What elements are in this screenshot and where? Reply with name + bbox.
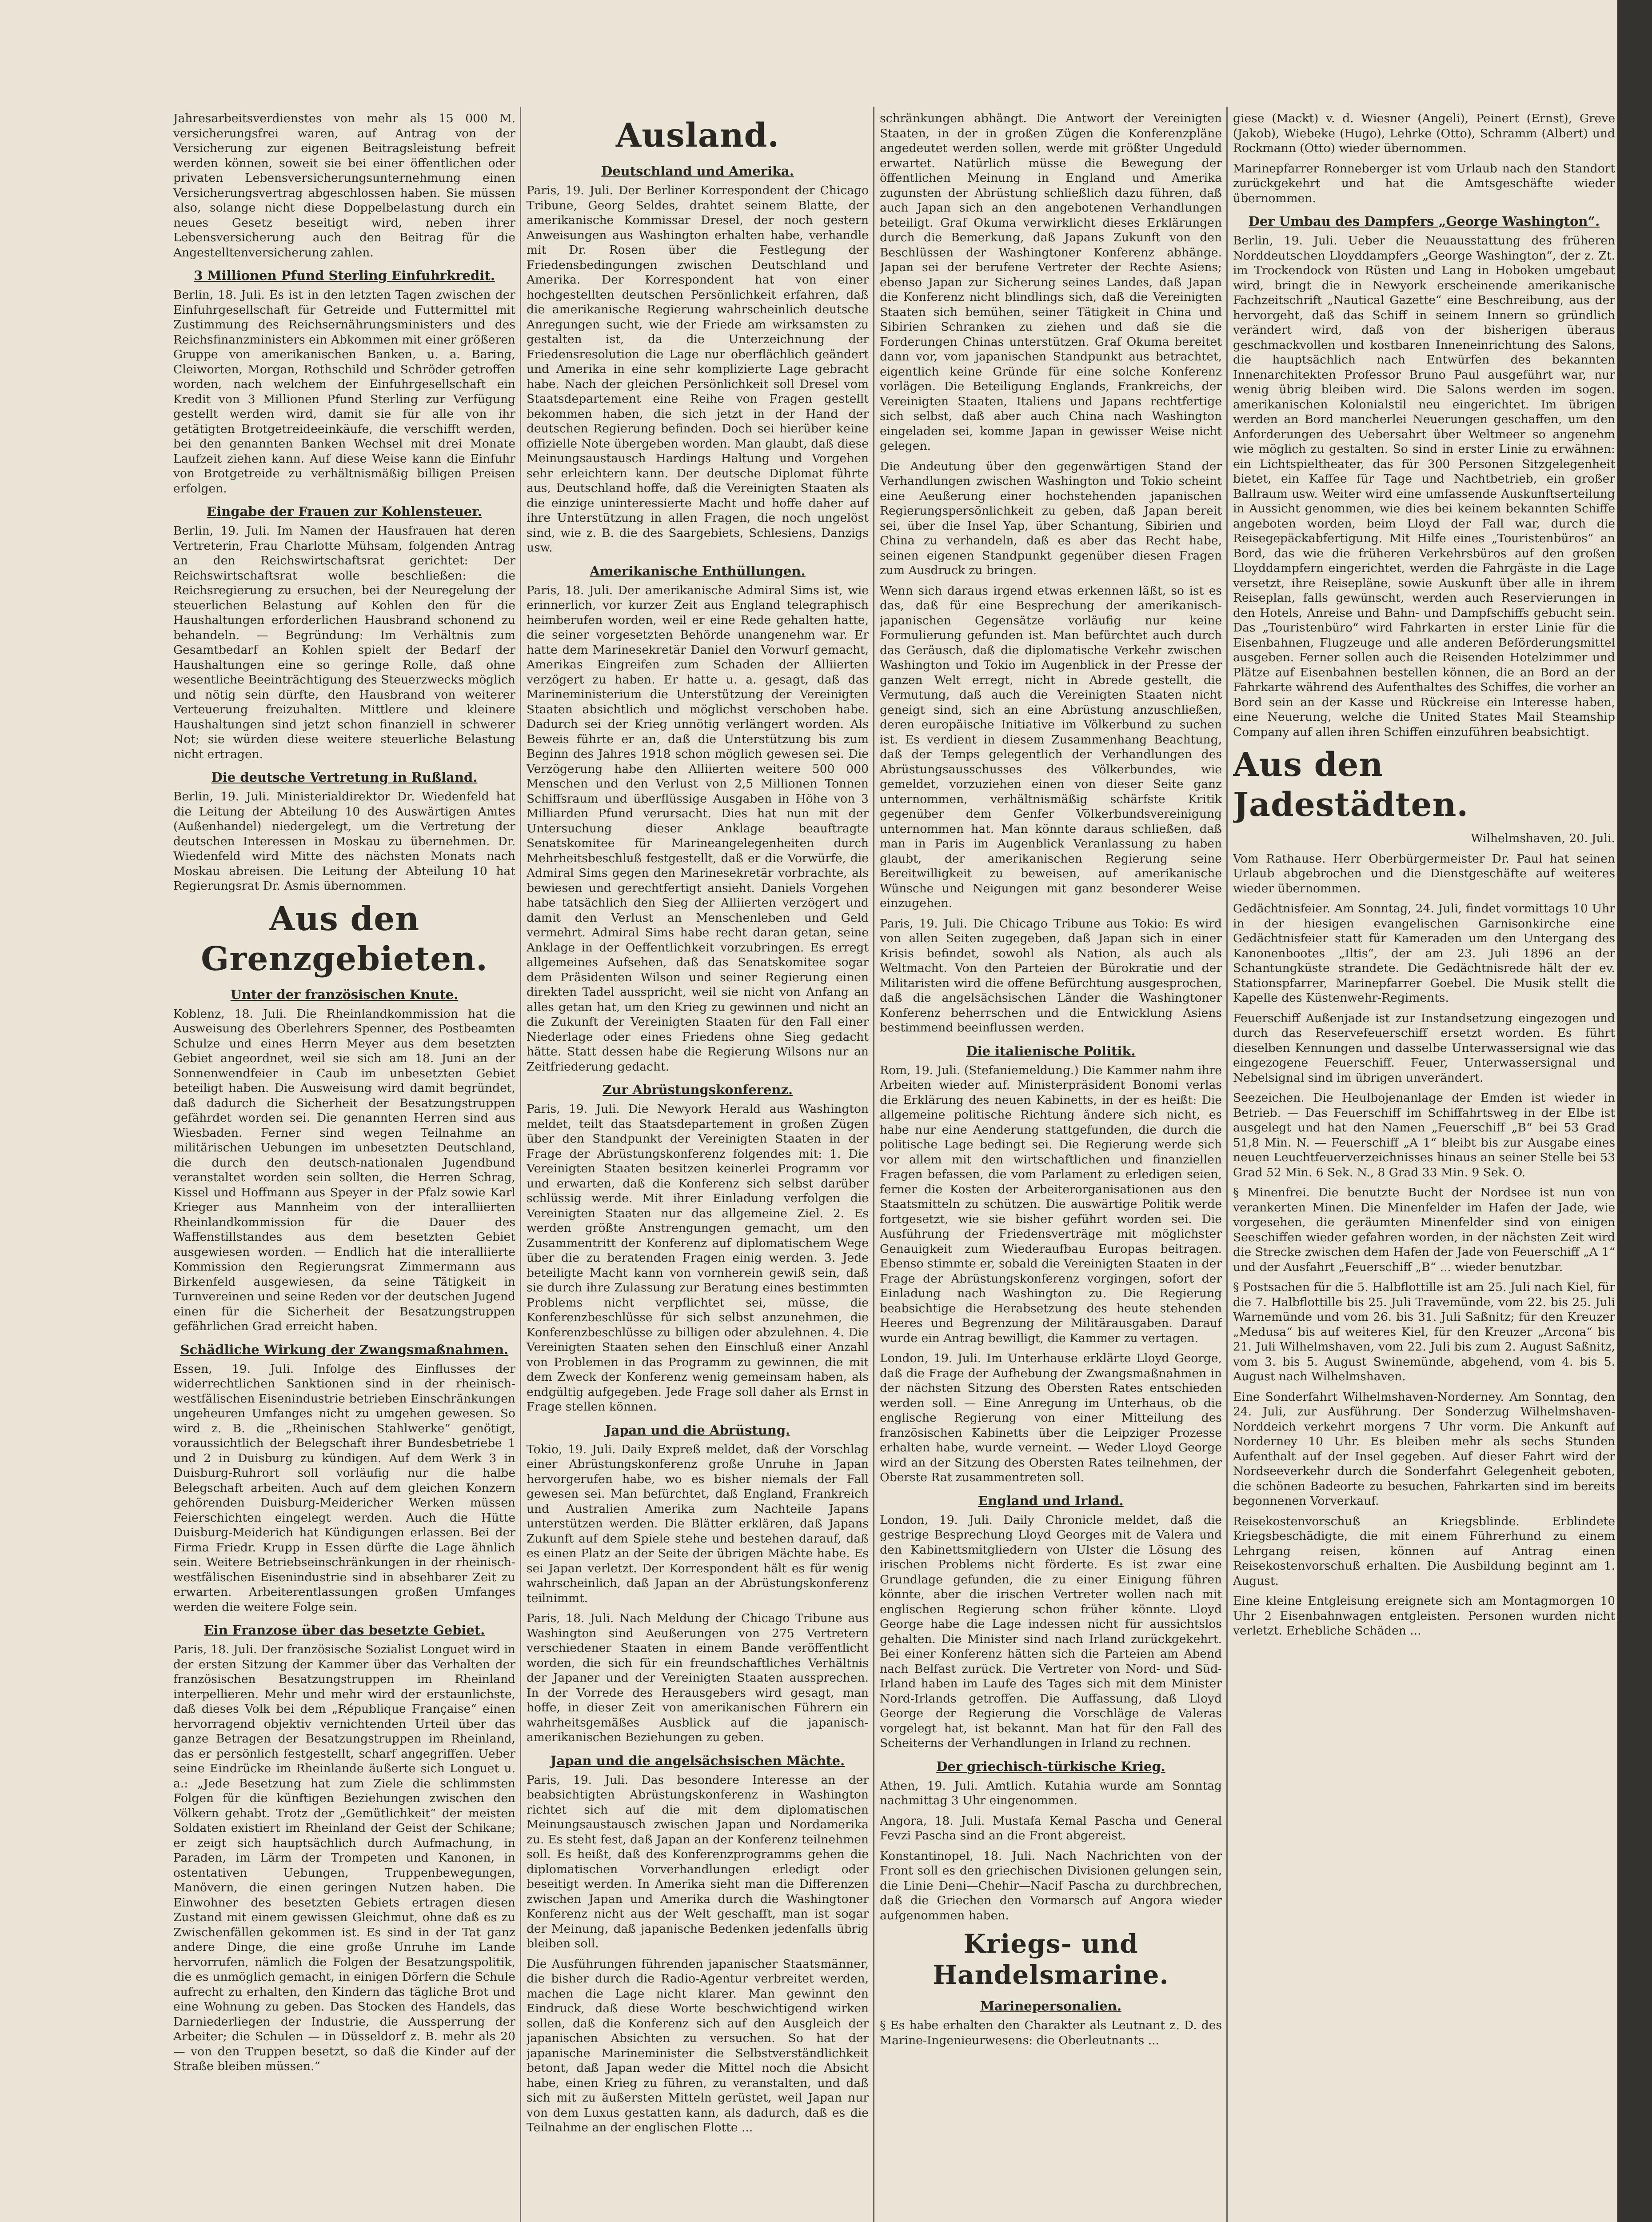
article-text: Marinepfarrer Ronneberger ist vom Urlaub nach den Standort zurückgekehrt und hat die Amtsgeschäfte wieder übernommen. [1233, 161, 1615, 205]
article-text: § Es habe erhalten den Charakter als Leutnant z. D. des Marine-Ingenieurwesens: die Oberleutnants ... [880, 2018, 1222, 2047]
article-heading: Deutschland und Amerika. [601, 164, 794, 179]
article-text: Eine Sonderfahrt Wilhelmshaven-Norderney. Am Sonntag, den 24. Juli, zur Ausführung. Der Sonderzug Wilhelmshaven-Norddeich verkehrt morgens 7 Uhr vorm. Die Ankunft auf Norderney 10 Uhr. Es bleiben mehr als sechs Stunden Aufenthalt auf der Insel gegeben. Auf dieser Fahrt wird der Nordseeverkehr durch die Sonderfahrt Gelegenheit geboten, die schönen Badeorte zu besuchen, Fahrkarten sind im bereits begonnenen Vorverkauf. [1233, 1390, 1615, 1508]
column-4 [1233, 111, 1615, 1644]
article-text: Paris, 19. Juli. Das besondere Interesse an der beabsichtigten Abrüstungskonferenz in Washington richtet sich auf die mit dem diplomatischen Meinungsaustausch zwischen Japan und Nordamerika zu. Es steht fest, daß Japan an der Konferenz teilnehmen soll. Es heißt, daß des Konferenzprogramms gehen die diplomatischen Vorverhandlungen erledigt oder beseitigt werden. In Amerika sieht man die Differenzen zwischen Japan und Amerika durch die Washingtoner Konferenz nicht aus der Welt geschafft, man ist sogar der Meinung, daß japanische Bedenken jedenfalls übrig bleiben soll. [527, 1773, 869, 1950]
article-heading: Japan und die Abrüstung. [605, 1422, 790, 1438]
article-heading: Unter der französischen Knute. [230, 987, 459, 1002]
article-heading: Ein Franzose über das besetzte Gebiet. [204, 1623, 485, 1638]
section-title: Aus den Jadestädten. [1233, 746, 1469, 824]
article-heading: 3 Millionen Pfund Sterling Einfuhrkredit. [194, 268, 495, 283]
article-text: Gedächtnisfeier. Am Sonntag, 24. Juli, findet vormittags 10 Uhr in der hiesigen evangelischen Garnisonkirche eine Gedächtnisfeier statt für Kameraden um den Untergang des Kanonenbootes „Iltis“, der am 23. Juli 1896 an der Schantungküste strandete. Die Gedächtnisrede hält der ev. Stationspfarrer, Marinepfarrer Goebel. Die Musik stellt die Kapelle des Küstenwehr-Regiments. [1233, 902, 1615, 1005]
column-2 [527, 111, 869, 2141]
article-heading: Der Umbau des Dampfers „George Washington“. [1248, 214, 1600, 229]
article-text: Berlin, 19. Juli. Ministerialdirektor Dr. Wiedenfeld hat die Leitung der Abteilung 10 des Auswärtigen Amtes (Außenhandel) niedergelegt, um die Vertretung der deutschen Interessen in Moskau zu übernehmen. Dr. Wiedenfeld wird Mitte des nächsten Monats nach Moskau abreisen. Die Leitung der Abteilung 10 hat Regierungsrat Dr. Asmis übernommen. [173, 790, 515, 893]
article-text: Die Ausführungen führenden japanischer Staatsmänner, die bisher durch die Radio-Agentur verbreitet werden, machen die Lage nicht klarer. Man gewinnt den Eindruck, daß diese Worte beschwichtigend wirken sollen, daß die Konferenz sich auf den Ausgleich der japanischen Absichten zu versuchen. So hat der japanische Marineminister die Selbstverständlichkeit betont, daß Japan weder die Mittel noch die Absicht habe, einen Krieg zu führen, zu veranstalten, und daß sich mit zu äußersten Mitteln gerüstet, weil Japan nur von dem Luxus gestatten kann, als dadurch, daß es die Teilnahme an der englischen Flotte ... [527, 1957, 869, 2134]
article-text: Reisekostenvorschuß an Kriegsblinde. Erblindete Kriegsbeschädigte, die mit einem Führerhund zu einem Lehrgang reisen, können auf Antrag einen Reisekostenvorschuß erhalten. Die Ausbildung beginnt am 1. August. [1233, 1514, 1615, 1588]
article-text: Tokio, 19. Juli. Daily Expreß meldet, daß der Vorschlag einer Abrüstungskonferenz große Unruhe in Japan hervorgerufen habe, wo es bisher niemals der Fall gewesen sei. Man befürchtet, daß England, Frankreich und Australien Amerika zum Nachteile Japans unterstützen werden. Die Blätter erklären, daß Japans Zukunft auf dem Spiele stehe und bestehen darauf, daß es einen Platz an der Seite der übrigen Mächte habe. Es sei Japan verletzt. Der Korrespondent hält es für wenig wahrscheinlich, daß Japan an der Abrüstungskonferenz teilnimmt. [527, 1442, 869, 1605]
article-heading: Der griechisch-türkische Krieg. [936, 1758, 1165, 1774]
article-text: Wenn sich daraus irgend etwas erkennen läßt, so ist es das, daß für eine Besprechung der amerikanisch-japanischen Gegensätze vorläufig nur keine Formulierung gefunden ist. Man befürchtet auch durch das Geräusch, daß die diplomatische Verkehr zwischen Washington und Tokio im Augenblick in der Presse der ganzen Welt erregt, nicht in Abrede gestellt, die Vermutung, daß auch die Vereinigten Staaten nicht geneigt sind, sich an eine Abrüstung anzuschließen, deren europäische Initiative im Völkerbund zu suchen ist. Es verdient in diesem Zusammenhang Beachtung, daß der Temps gelegentlich der Verhandlungen des Abrüstungsausschusses des Völkerbundes, wie gemeldet, vorzuziehen einen von dieser Seite ganz unternommen, verhältnismäßig schärfste Kritik gegenüber dem Genfer Völkerbundsvereinigung unternommen hat. Man könnte daraus schließen, daß man in Paris im Augenblick Veranlassung zu haben glaubt, der amerikanischen Regierung seine Bereitwilligkeit zu beweisen, auf amerikanische Wünsche und Neigungen mit ganz besonderer Weise einzugehen. [880, 583, 1222, 910]
article-text: Paris, 19. Juli. Der Berliner Korrespondent der Chicago Tribune, Georg Seldes, drahtet seinem Blatte, der amerikanische Kommissar Dresel, der noch gestern Anweisungen aus Washington erhalten habe, verhandle mit Dr. Rosen über die Festlegung der Friedensbedingungen zwischen Deutschland und Amerika. Der Korrespondent hat von einer hochgestellten deutschen Persönlichkeit erfahren, daß die amerikanische Regierung wahrscheinlich deutsche Anregungen sucht, wie der Friede am wirksamsten zu gestalten ist, da die Unterzeichnung der Friedensresolution die Lage nur oberflächlich geändert und Amerika in eine sehr komplizierte Lage gebracht habe. Nach der gleichen Persönlichkeit soll Dresel vom Staatsdepartement eine Reihe von Fragen gestellt bekommen haben, die sich jetzt in der Hand der deutschen Regierung befinden. Doch sei hierüber keine offizielle Note übergeben worden. Man glaubt, daß diese Meinungsaustausch Hardings Haltung und Vorgehen sehr erleichtern kann. Der deutsche Diplomat führte aus, Deutschland hoffe, daß die Vereinigten Staaten als die einzige uninteressierte Macht und hoffe daher auf ihre Unterstützung in allen Fragen, die noch ungelöst sind, wie z. B. die des Saargebiets, Schlesiens, Danzigs usw. [527, 184, 869, 555]
article-text: Jahresarbeitsverdienstes von mehr als 15 000 M. versicherungsfrei waren, auf Antrag von der Versicherung zur eigenen Beitragsleistung befreit werden können, soweit sie bei einer öffentlichen oder privaten Lebensversicherungsunternehmung einen Versicherungsvertrag abgeschlossen haben. Sie müssen also, solange nicht diese Doppelbelastung durch ein neues Gesetz beseitigt wird, neben ihrer Lebensversicherung auch den Beitrag für die Angestelltenversicherung zahlen. [173, 112, 515, 260]
article-text: Paris, 18. Juli. Nach Meldung der Chicago Tribune aus Washington sind Aeußerungen von 275 Vertretern verschiedener Staaten in einem Bande veröffentlicht worden, die sich für ein freundschaftliches Verhältnis der Japaner und der Vereinigten Staaten aussprechen. In der Vorrede des Herausgebers wird gesagt, man hoffe, in dieser Zeit von amerikanischen Führern ein wahrheitsgemäßes Ausblick auf die japanisch-amerikanischen Beziehungen zu geben. [527, 1611, 869, 1744]
article-text: London, 19. Juli. Im Unterhause erklärte Lloyd George, daß die Frage der Aufhebung der Zwangsmaßnahmen in der nächsten Sitzung des Obersten Rates entschieden werden soll. — Eine Anregung im Unterhaus, ob die englische Regierung von einer Mitteilung des französischen Kabinetts über die Leipziger Prozesse erhalten habe, wurde verneint. — Weder Lloyd George wird an der Sitzung des Obersten Rates teilnehmen, der Oberste Rat zusammentreten soll. [880, 1351, 1222, 1484]
article-heading: Marinepersonalien. [980, 1998, 1121, 2014]
article-text: schränkungen abhängt. Die Antwort der Vereinigten Staaten, in der in großen Zügen die Konferenzpläne angedeutet werden sollen, werde mit größter Ungeduld erwartet. Natürlich müsse die Bewegung der öffentlichen Meinung in England und Amerika zugunsten der Abrüstung schließlich dazu führen, daß auch Japan sich an den angebotenen Verhandlungen beteiligt. Graf Okuma verwirklicht dieses Erklärungen durch die Bemerkung, daß Japans Zukunft von den Beschlüssen der Washingtoner Konferenz abhänge. Japan sei der berufene Vertreter der Rechte Asiens; ebenso Japan zur Sicherung seines Landes, daß Japan die Konferenz nicht blindlings sich, daß die Vereinigten Staaten sich bemühen, seiner Tätigkeit in China und Sibirien Schranken zu ziehen und daß sie die Forderungen Chinas unterstützen. Graf Okuma bereitet dann vor, vom japanischen Standpunkt aus betrachtet, eigentlich keine Gründe für eine solche Konferenz vorlägen. Die Beteiligung Englands, Frankreichs, der Vereinigten Staaten, Italiens und Japans rechtfertige sich selbst, daß aber auch China nach Washington eingeladen sei, komme Japan in gewisser Weise nicht gelegen. [880, 112, 1222, 453]
article-text: Berlin, 19. Juli. Im Namen der Hausfrauen hat deren Vertreterin, Frau Charlotte Mühsam, folgenden Antrag an den Reichswirtschaftsrat gerichtet: Der Reichswirtschaftsrat wolle beschließen: die Reichsregierung zu ersuchen, bei der Neuregelung der steuerlichen Belastung auf Kohlen den für die Haushaltungen erforderlichen Hausbrand schonend zu behandeln. — Begründung: Im Verhältnis zum Gesamtbedarf an Kohlen spielt der Bedarf der Haushaltungen eine so geringe Rolle, daß ohne wesentliche Beeinträchtigung des Steuerzwecks möglich und nötig sein dürfte, den Hausbrand von weiterer Verteuerung freizuhalten. Mittlere und kleinere Haushaltungen sind jetzt schon finanziell in schwerer Not; sie würden diese weitere steuerliche Belastung nicht ertragen. [173, 524, 515, 761]
article-text: London, 19. Juli. Daily Chronicle meldet, daß die gestrige Besprechung Lloyd Georges mit de Valera und den Kabinettsmitgliedern von Ulster die Lösung des irischen Problems nicht förderte. Es ist zwar eine Grundlage gefunden, die zu einer Einigung führen könnte, aber die irischen Vertreter wollen nach mit englischen Regierung schon früher könnte. Lloyd George habe die Lage indessen nicht für aussichtslos gehalten. Die Minister sind nach Irland zurückgekehrt. Bei einer Konferenz hätten sich die Parteien am Abend nach Belfast zurück. Die Vertreter von Nord- und Süd-Irland haben im Laufe des Tages sich mit dem Minister Nord-Irlands getroffen. Die Auffassung, daß Lloyd George der Regierung die Vorschläge de Valeras vorgelegt hat, ist bekannt. Man hat für den Fall des Scheiterns der Verhandlungen in Irland zu rechnen. [880, 1513, 1222, 1750]
article-text: Die Andeutung über den gegenwärtigen Stand der Verhandlungen zwischen Washington und Tokio scheint eine Aeußerung einer hochstehenden japanischen Regierungspersönlichkeit zu geben, daß Japan bereit sei, über die Insel Yap, über Schantung, Sibirien und China zu verhandeln, daß es aber das Recht habe, seinen eigenen Standpunkt gegenüber diesen Fragen zum Ausdruck zu bringen. [880, 459, 1222, 577]
section-title: Ausland. [615, 116, 780, 155]
article-text: Berlin, 19. Juli. Ueber die Neuausstattung des früheren Norddeutschen Lloyddampfers „George Washington“, der z. Zt. im Trockendock von Rüsten und Lang in Hoboken umgebaut wird, bringt die in Newyork erscheinende amerikanische Fachzeitschrift „Nautical Gazette“ eine Beschreibung, aus der hervorgeht, daß das Schiff in seinem Innern so gründlich verändert wird, daß von der bisherigen überaus geschmackvollen und kostbaren Inneneinrichtung des Salons, die hauptsächlich nach Entwürfen des bekannten Innenarchitekten Professor Bruno Paul ausgeführt war, nur wenig übrig bleiben wird. Die Salons werden im sogen. amerikanischen Kolonialstil neu eingerichtet. Im übrigen werden an Bord mancherlei Neuerungen geschaffen, um den Anforderungen des Uebersahrt über Weltmeer so angenehm wie möglich zu gestalten. So sind in erster Linie zu erwähnen: ein Lichtspieltheater, das für 300 Personen Sitzgelegenheit bietet, ein Kaffee für Tage und Nachtbetrieb, ein großer Ballraum usw. Weiter wird eine umfassende Auskunftserteilung in Aussicht genommen, wie dies bei keinem bekannten Schiffe angeboten worden, beim Lloyd der Fall war, durch die Reisegepäckabfertigung. Mit Hilfe eines „Touristenbüros“ an Bord, das wie die früheren Verkehrsbüros auf den großen Lloyddampfern eingerichtet, werden die Fahrgäste in die Lage versetzt, ihre Reisepläne, sowie Auskunft über alle in ihrem Reiseplan, falls gewünscht, werden auch Reservierungen in den Hotels, Anreise und Bahn- und Dampfschiffs gebucht sein. Das „Touristenbüro“ wird Fahrkarten in erster Linie für die Eisenbahnen, Flugzeuge und alle anderen Beförderungsmittel ausgeben. Ferner sollen auch die Reisenden Hotelzimmer und Plätze auf Eisenbahnen bestellen können, die an Bord an der Fahrkarte während des Aufenthaltes des Schiffes, die vorher an Bord sein an der Kasse und Rückreise ein Interesse haben, eine Neuerung, welche die United States Mail Steamship Company auf allen ihren Schiffen einzuführen beabsichtigt. [1233, 234, 1615, 739]
article-text: Seezeichen. Die Heulbojenanlage der Emden ist wieder in Betrieb. — Das Feuerschiff im Schiffahrtsweg in der Elbe ist ausgelegt und hat den Namen „Feuerschiff „B“ bei 53 Grad 51,8 Min. N. — Feuerschiff „A 1“ bleibt bis zur Ausgabe eines neuen Leuchtfeuerverzeichnisses hinaus an seiner Stelle bei 53 Grad 52 Min. 6 Sek. N., 8 Grad 33 Min. 9 Sek. O. [1233, 1091, 1615, 1179]
scan-edge [1617, 0, 1652, 2222]
section-title: Aus den Grenzgebieten. [201, 899, 488, 978]
column-1 [173, 111, 515, 2079]
article-text: Paris, 19. Juli. Die Newyork Herald aus Washington meldet, teilt das Staatsdepartement in großen Zügen über den Standpunkt der Vereinigten Staaten in der Frage der Abrüstungskonferenz folgendes mit: 1. Die Vereinigten Staaten besitzen keinerlei Programm vor und erwarten, daß die Konferenz sich selbst darüber schlüssig werde. Mit ihrer Einladung verfolgen die Vereinigten Staaten nur das allgemeine Ziel. 2. Es werden größte Anstrengungen gemacht, um den Zusammentritt der Konferenz auf diplomatischem Wege über die zu beratenden Fragen einig werden. 3. Jede beteiligte Macht kann von vornherein gewiß sein, daß sie durch ihre Zulassung zur Beratung eines bestimmten Problems nicht verpflichtet sei, müsse, die Konferenzbeschlüsse für sich selbst anzunehmen, die Konferenzbeschlüsse zu billigen oder abzulehnen. 4. Die Vereinigten Staaten sehen den Einschluß einer Anzahl von Problemen in das Programm zu gewinnen, die mit dem Zweck der Konferenz wenig gemeinsam haben, als endgültig aufgegeben. Jede Frage soll daher als Ernst in Frage stellen können. [527, 1102, 869, 1414]
article-text: Koblenz, 18. Juli. Die Rheinlandkommission hat die Ausweisung des Oberlehrers Spenner, des Postbeamten Schulze und eines Herrn Meyer aus dem besetzten Gebiet angeordnet, weil sie sich am 18. Juni an der Sonnenwendfeier in Caub im unbesetzten Gebiet beteiligt haben. Die Ausweisung wird damit begründet, daß dadurch die Sicherheit der Besatzungstruppen gefährdet worden sei. Die genannten Herren sind aus Wiesbaden. Ferner sind wegen Teilnahme an militärischen Uebungen im unbesetzten Deutschland, die durch den deutsch-nationalen Jugendbund veranstaltet worden sein sollten, die Herren Schrag, Kissel und Hoffmann aus Speyer in der Pfalz sowie Karl Krieger aus Mannheim von der interalliierten Rheinlandkommission für die Dauer des Waffenstillstandes aus dem besetzten Gebiet ausgewiesen worden. — Endlich hat die interalliierte Kommission den Regierungsrat Zimmermann aus Birkenfeld ausgewiesen, da seine Tätigkeit in Turnvereinen und seine Reden vor der deutschen Jugend einen für die Sicherheit der Besatzungstruppen gefährlichen Grad erreicht haben. [173, 1007, 515, 1333]
article-heading: Schädliche Wirkung der Zwangsmaßnahmen. [180, 1342, 509, 1357]
article-heading: Japan und die angelsächsischen Mächte. [550, 1753, 845, 1768]
article-text: Angora, 18. Juli. Mustafa Kemal Pascha und General Fevzi Pascha sind an die Front abgereist. [880, 1814, 1222, 1842]
article-text: giese (Mackt) v. d. Wiesner (Angeli), Peinert (Ernst), Greve (Jakob), Wiebeke (Hugo), Lehrke (Otto), Schramm (Albert) und Rockmann (Otto) wieder übernommen. [1233, 112, 1615, 155]
article-heading: Amerikanische Enthüllungen. [590, 563, 806, 579]
article-text: Vom Rathause. Herr Oberbürgermeister Dr. Paul hat seinen Urlaub abgebrochen und die Dienstgeschäfte auf weiteres wieder übernommen. [1233, 851, 1615, 895]
article-heading: England und Irland. [978, 1493, 1124, 1508]
article-heading: Die italienische Politik. [966, 1043, 1136, 1059]
column-rule [520, 107, 521, 2222]
article-text: Paris, 18. Juli. Der amerikanische Admiral Sims ist, wie erinnerlich, vor kurzer Zeit aus England telegraphisch heimberufen worden, weil er eine Rede gehalten hatte, die seiner vorgesetzten Behörde unangenehm war. Er hatte dem Marinesekretär Daniel den Vorwurf gemacht, Amerikas Eingreifen zum Schaden der Alliierten verzögert zu haben. Er hatte u. a. gesagt, daß das Marineministerium die Unterstützung der Vereinigten Staaten absichtlich und möglichst verschoben habe. Dadurch sei der Krieg unnötig verlängert worden. Als Beweis führte er an, daß die Unterstützung bis zum Beginn des Jahres 1918 schon möglich gewesen sei. Die Verzögerung habe den Alliierten weitere 500 000 Menschen und den Verlust von 2,5 Millionen Tonnen Schiffsraum und überflüssige Ausgaben in Höhe von 3 Milliarden Pfund verursacht. Dies hat nun mit der Untersuchung dieser Anklage beauftragte Senatskomitee für Marineangelegenheiten durch Mehrheitsbeschluß festgestellt, daß er die Vorwürfe, die Admiral Sims gegen den Marinesekretär vorbrachte, als bewiesen und gerechtfertigt ansieht. Daniels Vorgehen habe tatsächlich den Sieg der Alliierten verzögert und damit den Verlust an Menschenleben und Geld vermehrt. Admiral Sims habe recht daran getan, seine Anklage in der Oeffentlichkeit vorzubringen. Es erregt allgemeines Aufsehen, daß das Senatskomitee sogar dem Präsidenten Wilson und seiner Regierung einen direkten Tadel ausspricht, weil sie nicht von Anfang an alles getan hat, um den Krieg zu gewinnen und nicht an die Zukunft der Vereinigten Staaten für den Fall einer Niederlage oder eines Friedens ohne Sieg gedacht hätte. Statt dessen habe die Regierung Wilsons nur an Zeitfriederung gedacht. [527, 583, 869, 1074]
column-rule [873, 107, 874, 2222]
column-rule [1226, 107, 1228, 2222]
article-text: Feuerschiff Außenjade ist zur Instandsetzung eingezogen und durch das Reservefeuerschiff ersetzt worden. Es führt dieselben Kennungen und dasselbe Unterwassersignal wie das eingezogene Feuerschiff. Feuer, Unterwassersignal und Nebelsignal sind im übrigen unverändert. [1233, 1011, 1615, 1085]
article-text: § Postsachen für die 5. Halbflottille ist am 25. Juli nach Kiel, für die 7. Halbflottille bis 25. Juli Travemünde, vom 22. bis 25. Juli Warnemünde und vom 26. bis 31. Juli Saßnitz; für den Kreuzer „Medusa“ bis auf weiteres Kiel, für den Kreuzer „Arcona“ bis 21. Juli Wilhelmshaven, vom 22. Juli bis zum 2. August Saßnitz, vom 3. bis 5. August Swinemünde, abgehend, vom 4. bis 5. August nach Wilhelmshaven. [1233, 1280, 1615, 1383]
article-text: Paris, 19. Juli. Die Chicago Tribune aus Tokio: Es wird von allen Seiten zugegeben, daß Japan sich in einer Krisis befindet, sowohl als Nation, als auch als Weltmacht. Von den Parteien der Bürokratie und der Militaristen wird die offene Befürchtung ausgesprochen, daß die angelsächsischen Länder die Washingtoner Konferenz beherrschen und die Entwicklung Asiens bestimmend beeinflussen werden. [880, 916, 1222, 1035]
article-text: Rom, 19. Juli. (Stefaniemeldung.) Die Kammer nahm ihre Arbeiten wieder auf. Ministerpräsident Bonomi verlas die Erklärung des neuen Kabinetts, in der es heißt: Die allgemeine politische Richtung ändere sich nicht, es habe nur eine Aenderung stattgefunden, die durch die politische Lage bedingt sei. Die Regierung werde sich vor allem mit den wirtschaftlichen und finanziellen Fragen befassen, die vom Parlament zu erledigen seien, ferner die Kosten der Arbeiterorganisationen aus den Staatsmitteln zu schützen. Die auswärtige Politik werde fortgesetzt, wie sie bisher geführt worden sei. Die Ausführung der Friedensverträge mit möglichster Genauigkeit zum Wiederaufbau Europas beitragen. Ebenso stimmte er, sobald die Vereinigten Staaten in der Frage der Abrüstungskonferenz vorgingen, sofort der Einladung nach Washington zu. Die Regierung beabsichtige die Herabsetzung des heute stehenden Heeres und Begrenzung der Militärausgaben. Darauf wurde ein Antrag bewilligt, die Kammer zu vertagen. [880, 1063, 1222, 1345]
article-heading: Eingabe der Frauen zur Kohlensteuer. [207, 504, 482, 519]
article-text: Eine kleine Entgleisung ereignete sich am Montagmorgen 10 Uhr 2 Eisenbahnwagen entgleisten. Personen wurden nicht verletzt. Erhebliche Schäden ... [1233, 1594, 1615, 1638]
article-text: Berlin, 18. Juli. Es ist in den letzten Tagen zwischen der Einfuhrgesellschaft für Getreide und Futtermittel mit Zustimmung des Reichsernährungsministers und des Reichsfinanzministers ein Abkommen mit einer größeren Gruppe von amerikanischen Banken, u. a. Baring, Cleiworten, Morgan, Rothschild und Schröder getroffen worden, nach welchem der Einfuhrgesellschaft ein Kredit von 3 Millionen Pfund Sterling zur Verfügung gestellt werden wird, damit sie für alle von ihr getätigten Brotgetreideeinkäufe, die verschifft werden, bei den genannten Banken Wechsel mit drei Monate Laufzeit ziehen kann. Auf diese Weise kann die Einfuhr von Brotgetreide zu verhältnismäßig billigen Preisen erfolgen. [173, 288, 515, 496]
dateline: Wilhelmshaven, 20. Juli. [1471, 831, 1615, 845]
article-heading: Zur Abrüstungskonferenz. [602, 1082, 793, 1097]
article-text: § Minenfrei. Die benutzte Bucht der Nordsee ist nun von verankerten Minen. Die Minenfelder im Hafen der Jade, wie vorgesehen, die geräumten Minenfelder sind von einigen Seeschiffen wieder gefahren worden, in der nächsten Zeit wird die Strecke zwischen dem Hafen der Jade von Feuerschiff „A 1“ und der Ausfahrt „Feuerschiff „B“ ... wieder benutzbar. [1233, 1186, 1615, 1274]
article-text: Paris, 18. Juli. Der französische Sozialist Longuet wird in der ersten Sitzung der Kammer über das Verhalten der französischen Besatzungstruppen im Rheinland interpellieren. Mehr und mehr wird der erstaunlichste, daß dieses Volk bei dem „République Française“ einen hervorragend objektiv vernichtenden Urteil über das ganze Betragen der Besatzungstruppen im Rheinland, das er persönlich festgestellt, scharf angegriffen. Ueber seine Eindrücke im Rheinlande äußerte sich Longuet u. a.: „Jede Besetzung hat zum Ziele die schlimmsten Folgen für die künftigen Beziehungen zwischen den Völkern gehabt. Trotz der „Gemütlichkeit“ der meisten Soldaten existiert im Rheinland der Geist der Schikane; er zeigt sich hauptsächlich durch Aufmachung, in Paraden, im Lärm der Trompeten und Kanonen, in ostentativen Uebungen, Truppenbewegungen, Manövern, die einen geringen Nutzen haben. Die Einwohner des besetzten Gebiets ertragen diesen Zustand mit einem gewissen Gleichmut, ohne daß es zu Zwischenfällen gekommen ist. Es sind in der Tat ganz andere Dinge, die eine große Unruhe im Lande hervorrufen, nämlich die Folgen der Besatzungspolitik, die es unmöglich gemacht, in einigen Dörfern die Schule aufrecht zu erhalten, den Kindern das tägliche Brot und eine Wohnung zu geben. Das Stocken des Handels, das Darniederliegen der Industrie, die Aussperrung der Arbeiter; die Schulen — in Düsseldorf z. B. mehr als 20 — von den Truppen besetzt, so daß die Kinder auf der Straße bleiben müssen.“ [173, 1643, 515, 2073]
article-text: Konstantinopel, 18. Juli. Nach Nachrichten von der Front soll es den griechischen Divisionen gelungen sein, die Linie Deni—Chehir—Nacif Pascha zu durchbrechen, daß die Griechen den Vormarsch auf Angora wieder aufgenommen haben. [880, 1849, 1222, 1922]
section-title: Kriegs- und Handelsmarine. [933, 1929, 1169, 1990]
article-text: Essen, 19. Juli. Infolge des Einflusses der widerrechtlichen Sanktionen sind in der rheinisch-westfälischen Eisenindustrie betrieben Einschränkungen ungeheuren Umfanges nicht zu umgehen gewesen. So wird z. B. die „Rheinischen Stahlwerke“ genötigt, voraussichtlich der Belegschaft ihrer Bundesbetriebe 1 und 2 in Duisburg zu kündigen. Auf dem Werk 3 in Duisburg-Ruhrort soll vorläufig nur die halbe Belegschaft arbeiten. Auch auf dem gleichen Konzern gehörenden Duisburg-Meidericher Werken müssen Feierschichten eingelegt werden. Auch die Hütte Duisburg-Meiderich hat Kündigungen erlassen. Bei der Firma Friedr. Krupp in Essen dürfte die Lage ähnlich sein. Weitere Betriebseinschränkungen in der rheinisch-westfälischen Eisenindustrie sind in absehbarer Zeit zu erwarten. Arbeiterentlassungen großen Umfanges werden die weitere Folge sein. [173, 1362, 515, 1614]
article-text: Athen, 19. Juli. Amtlich. Kutahia wurde am Sonntag nachmittag 3 Uhr eingenommen. [880, 1778, 1222, 1807]
article-heading: Die deutsche Vertretung in Rußland. [211, 770, 478, 785]
column-3 [880, 111, 1222, 2053]
